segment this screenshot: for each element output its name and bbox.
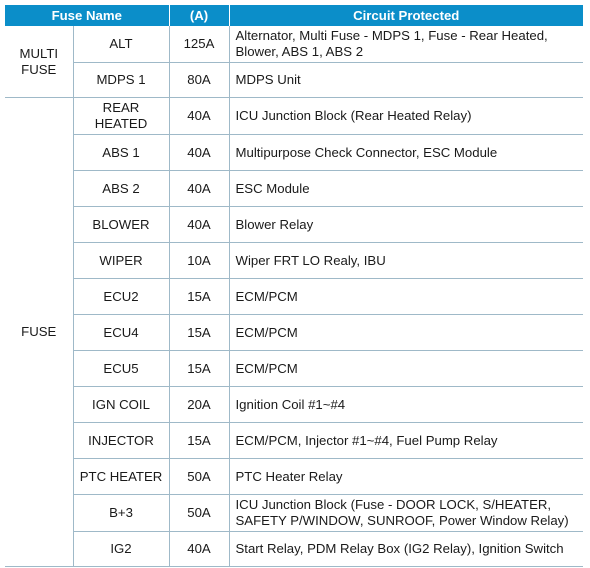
fuse-amp-cell: 40A xyxy=(169,98,229,135)
fuse-amp-cell: 50A xyxy=(169,459,229,495)
fuse-table-container xyxy=(5,5,583,567)
table-row xyxy=(5,98,583,135)
table-row xyxy=(5,495,583,532)
fuse-circuit-cell: ECM/PCM xyxy=(229,315,583,351)
fuse-circuit-cell: Start Relay, PDM Relay Box (IG2 Relay), Ignition Switch xyxy=(229,532,583,567)
fuse-circuit-cell: Multipurpose Check Connector, ESC Module xyxy=(229,135,583,171)
fuse-amp-cell: 40A xyxy=(169,135,229,171)
fuse-name-cell: ABS 1 xyxy=(73,135,169,171)
fuse-name-cell: INJECTOR xyxy=(73,423,169,459)
fuse-circuit-cell: ESC Module xyxy=(229,171,583,207)
table-row xyxy=(5,63,583,98)
table-row xyxy=(5,279,583,315)
table-row xyxy=(5,207,583,243)
fuse-amp-cell: 15A xyxy=(169,423,229,459)
table-row xyxy=(5,532,583,567)
fuse-amp-cell: 15A xyxy=(169,315,229,351)
fuse-circuit-cell: Ignition Coil #1~#4 xyxy=(229,387,583,423)
table-row xyxy=(5,459,583,495)
fuse-circuit-cell: ECM/PCM, Injector #1~#4, Fuel Pump Relay xyxy=(229,423,583,459)
fuse-amp-cell: 20A xyxy=(169,387,229,423)
header-fuse-name: Fuse Name xyxy=(5,5,169,26)
fuse-name-cell: WIPER xyxy=(73,243,169,279)
fuse-amp-cell: 40A xyxy=(169,171,229,207)
fuse-table xyxy=(5,5,583,567)
group-multi-fuse: MULTI FUSE xyxy=(5,26,73,98)
fuse-name-cell: IGN COIL xyxy=(73,387,169,423)
fuse-name-cell: ECU5 xyxy=(73,351,169,387)
header-row xyxy=(5,5,583,26)
fuse-amp-cell: 40A xyxy=(169,207,229,243)
fuse-name-cell: ECU4 xyxy=(73,315,169,351)
fuse-circuit-cell: Blower Relay xyxy=(229,207,583,243)
fuse-amp-cell: 15A xyxy=(169,279,229,315)
fuse-name-cell: ABS 2 xyxy=(73,171,169,207)
table-row xyxy=(5,171,583,207)
fuse-circuit-cell: Wiper FRT LO Realy, IBU xyxy=(229,243,583,279)
fuse-name-cell: ALT xyxy=(73,26,169,63)
fuse-name-cell: BLOWER xyxy=(73,207,169,243)
fuse-name-cell: MDPS 1 xyxy=(73,63,169,98)
table-row xyxy=(5,243,583,279)
fuse-circuit-cell: PTC Heater Relay xyxy=(229,459,583,495)
group-fuse: FUSE xyxy=(5,98,73,567)
header-amp: (A) xyxy=(169,5,229,26)
fuse-amp-cell: 40A xyxy=(169,532,229,567)
table-row xyxy=(5,351,583,387)
fuse-circuit-cell: ECM/PCM xyxy=(229,351,583,387)
fuse-amp-cell: 125A xyxy=(169,26,229,63)
fuse-amp-cell: 15A xyxy=(169,351,229,387)
header-circuit: Circuit Protected xyxy=(229,5,583,26)
fuse-circuit-cell: ICU Junction Block (Rear Heated Relay) xyxy=(229,98,583,135)
table-header xyxy=(5,5,583,26)
fuse-name-cell: B+3 xyxy=(73,495,169,532)
table-row xyxy=(5,135,583,171)
fuse-circuit-cell: Alternator, Multi Fuse - MDPS 1, Fuse - Rear Heated, Blower, ABS 1, ABS 2 xyxy=(229,26,583,63)
fuse-name-cell: IG2 xyxy=(73,532,169,567)
table-row xyxy=(5,423,583,459)
fuse-name-cell: REAR HEATED xyxy=(73,98,169,135)
fuse-name-cell: PTC HEATER xyxy=(73,459,169,495)
fuse-amp-cell: 10A xyxy=(169,243,229,279)
table-row xyxy=(5,387,583,423)
table-row xyxy=(5,315,583,351)
fuse-circuit-cell: ECM/PCM xyxy=(229,279,583,315)
fuse-circuit-cell: ICU Junction Block (Fuse - DOOR LOCK, S/HEATER, SAFETY P/WINDOW, SUNROOF, Power Window Relay) xyxy=(229,495,583,532)
fuse-amp-cell: 50A xyxy=(169,495,229,532)
table-body xyxy=(5,26,583,567)
table-row xyxy=(5,26,583,63)
fuse-name-cell: ECU2 xyxy=(73,279,169,315)
fuse-circuit-cell: MDPS Unit xyxy=(229,63,583,98)
fuse-amp-cell: 80A xyxy=(169,63,229,98)
